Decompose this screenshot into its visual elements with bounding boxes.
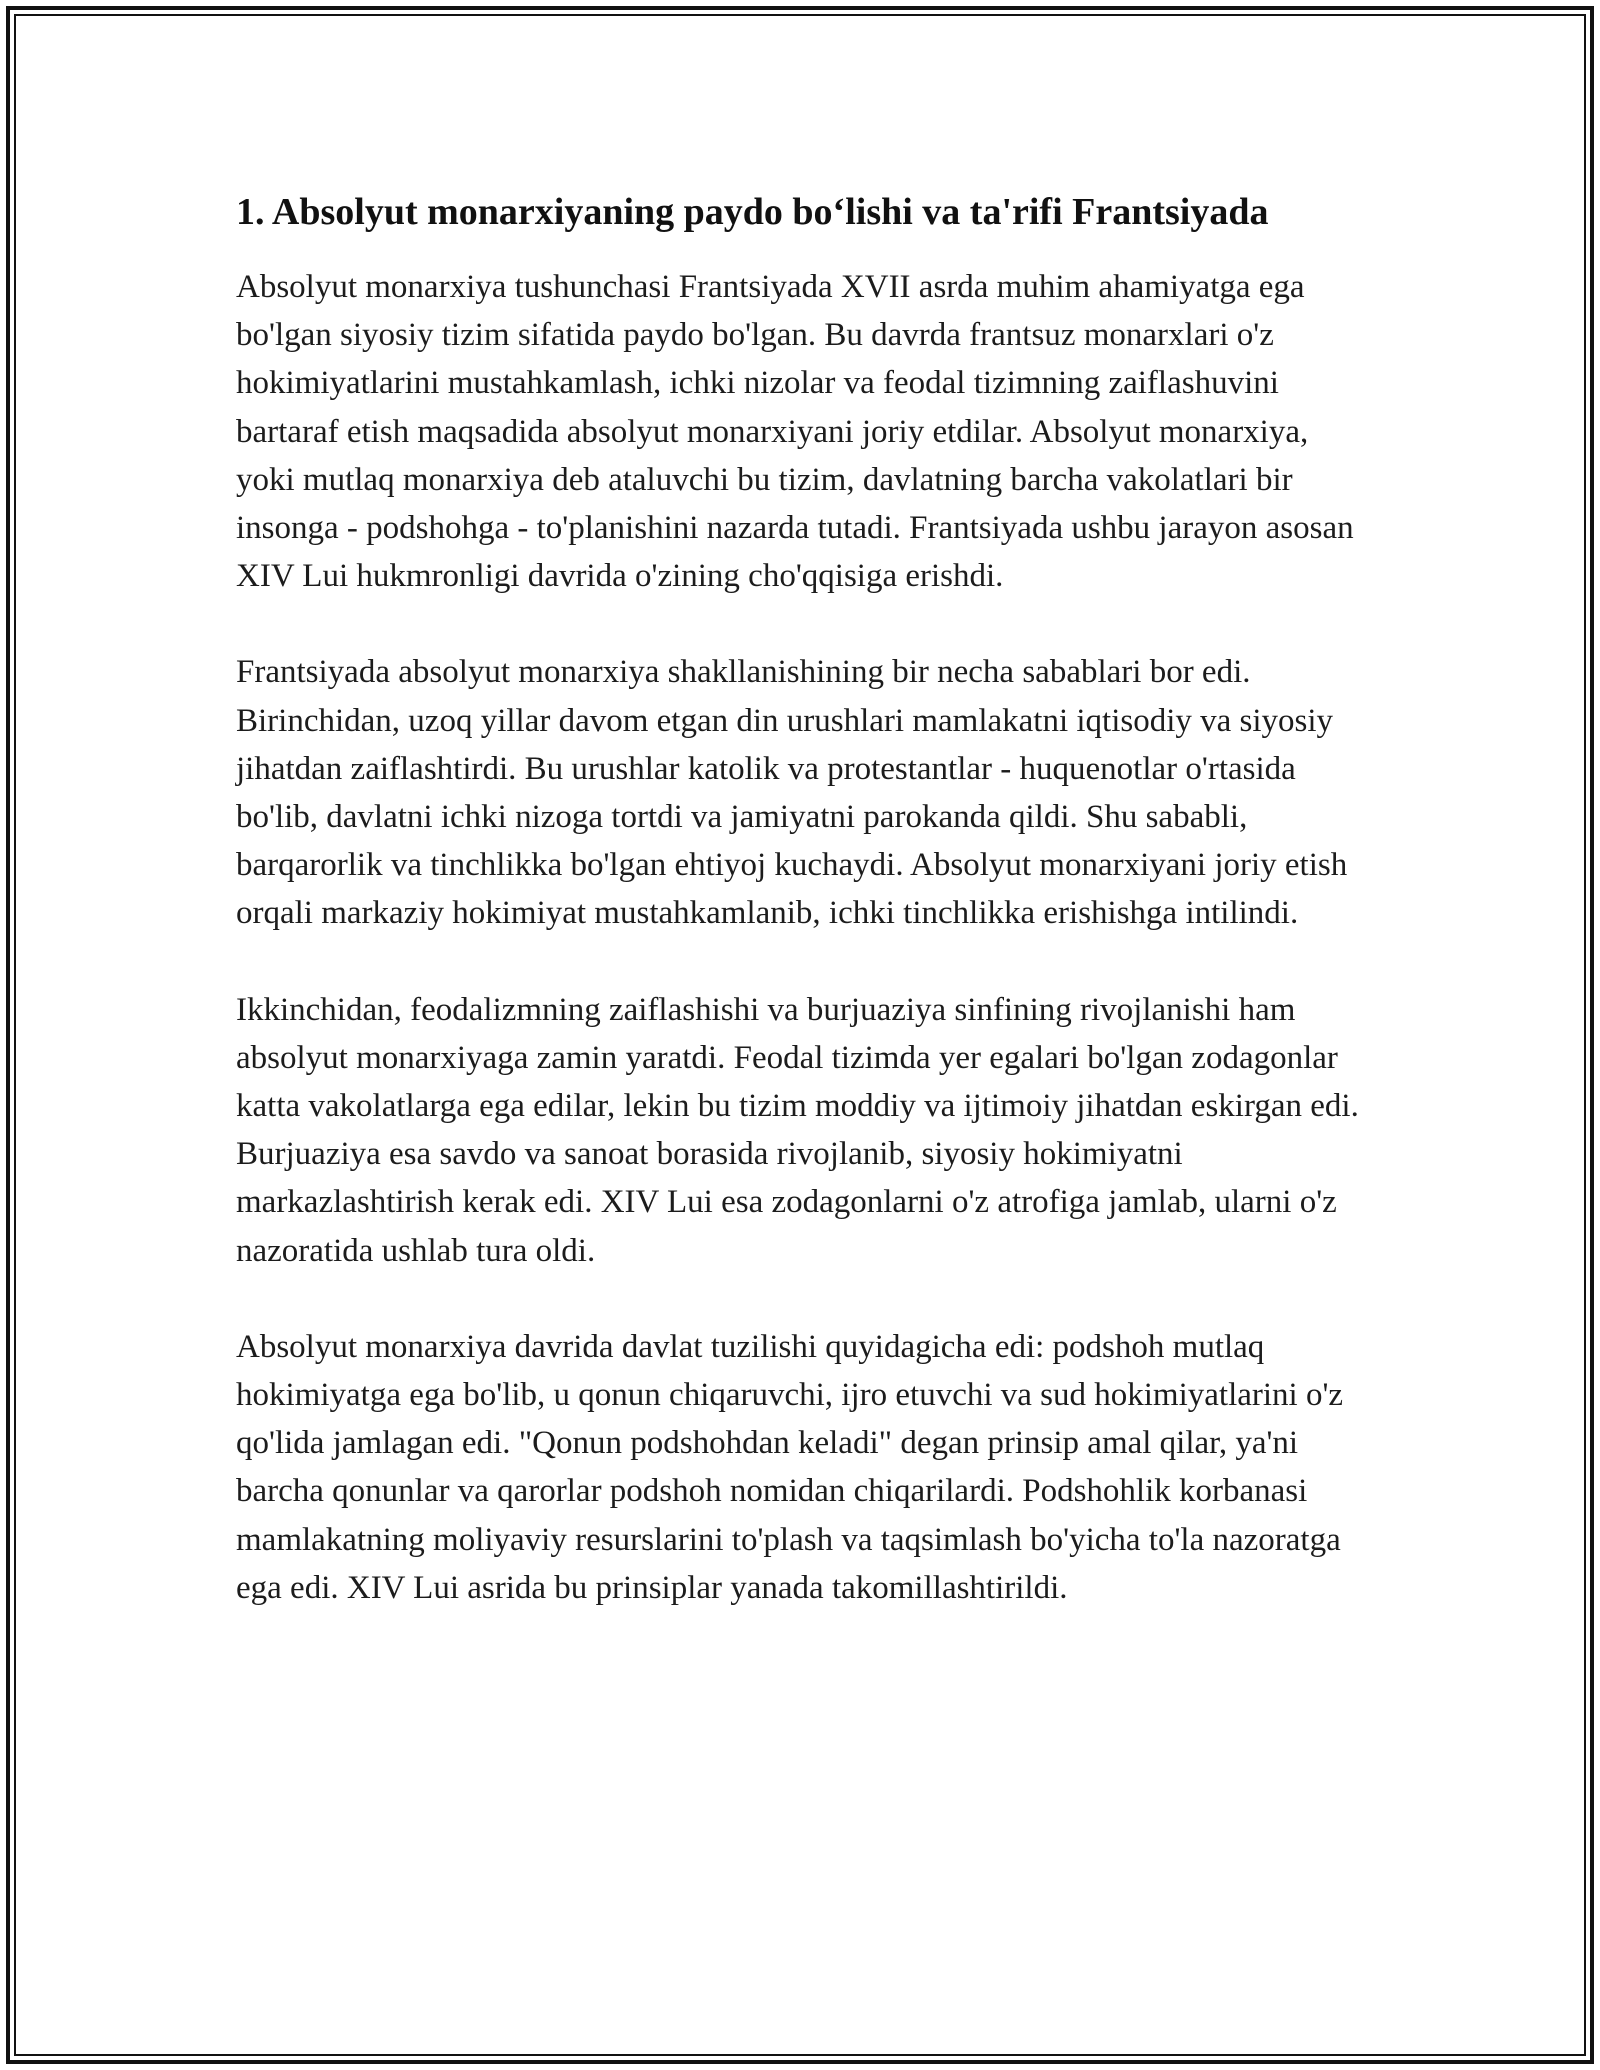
document-body <box>236 185 1366 1660</box>
paragraph-2: Frantsiyada absolyut monarxiya shakllanishining bir necha sabablari bor edi. Birinchidan, uzoq yillar davom etgan din urushlari mamlakatni iqtisodiy va siyosiy jihatdan zaiflashtirdi. Bu urushlar katolik va protestantlar - huquenotlar o'rtasida bo'lib, davlatni ichki nizoga tortdi va jamiyatni parokanda qildi. Shu sababli, barqarorlik va tinchlikka bo'lgan ehtiyoj kuchaydi. Absolyut monarxiyani joriy etish orqali markaziy hokimiyat mustahkamlanib, ichki tinchlikka erishishga intilindi. <box>236 654 1348 932</box>
paragraph-4: Absolyut monarxiya davrida davlat tuzilishi quyidagicha edi: podshoh mutlaq hokimiyatga ega bo'lib, u qonun chiqaruvchi, ijro etuvchi va sud hokimiyatlarini o'z qo'lida jamlagan edi. "Qonun podshohdan keladi" degan prinsip amal qilar, ya'ni barcha qonunlar va qarorlar podshoh nomidan chiqarilardi. Podshohlik korbanasi mamlakatning moliyaviy resurslarini to'plash va taqsimlash bo'yicha to'la nazoratga ega edi. XIV Lui asrida bu prinsiplar yanada takomillashtirildi. <box>236 1328 1344 1606</box>
section-heading: 1. Absolyut monarxiyaning paydo bo‘lishi va ta'rifi Frantsiyada <box>236 191 1269 233</box>
paragraph-3: Ikkinchidan, feodalizmning zaiflashishi va burjuaziya sinfining rivojlanishi ham absolyut monarxiyaga zamin yaratdi. Feodal tizimda yer egalari bo'lgan zodagonlar katta vakolatlarga ega edilar, lekin bu tizim moddiy va ijtimoiy jihatdan eskirgan edi. Burjuaziya esa savdo va sanoat borasida rivojlanib, siyosiy hokimiyatni markazlashtirish kerak edi. XIV Lui esa zodagonlarni o'z atrofiga jamlab, ularni o'z nazoratida ushlab tura oldi. <box>236 991 1359 1269</box>
paragraph-1: Absolyut monarxiya tushunchasi Frantsiyada XVII asrda muhim ahamiyatga ega bo'lgan siyosiy tizim sifatida paydo bo'lgan. Bu davrda frantsuz monarxlari o'z hokimiyatlarini mustahkamlash, ichki nizolar va feodal tizimning zaiflashuvini bartaraf etish maqsadida absolyut monarxiyani joriy etdilar. Absolyut monarxiya, yoki mutlaq monarxiya deb ataluvchi bu tizim, davlatning barcha vakolatlari bir insonga - podshohga - to'planishini nazarda tutadi. Frantsiyada ushbu jarayon asosan XIV Lui hukmronligi davrida o'zining cho'qqisiga erishdi. <box>236 269 1354 595</box>
